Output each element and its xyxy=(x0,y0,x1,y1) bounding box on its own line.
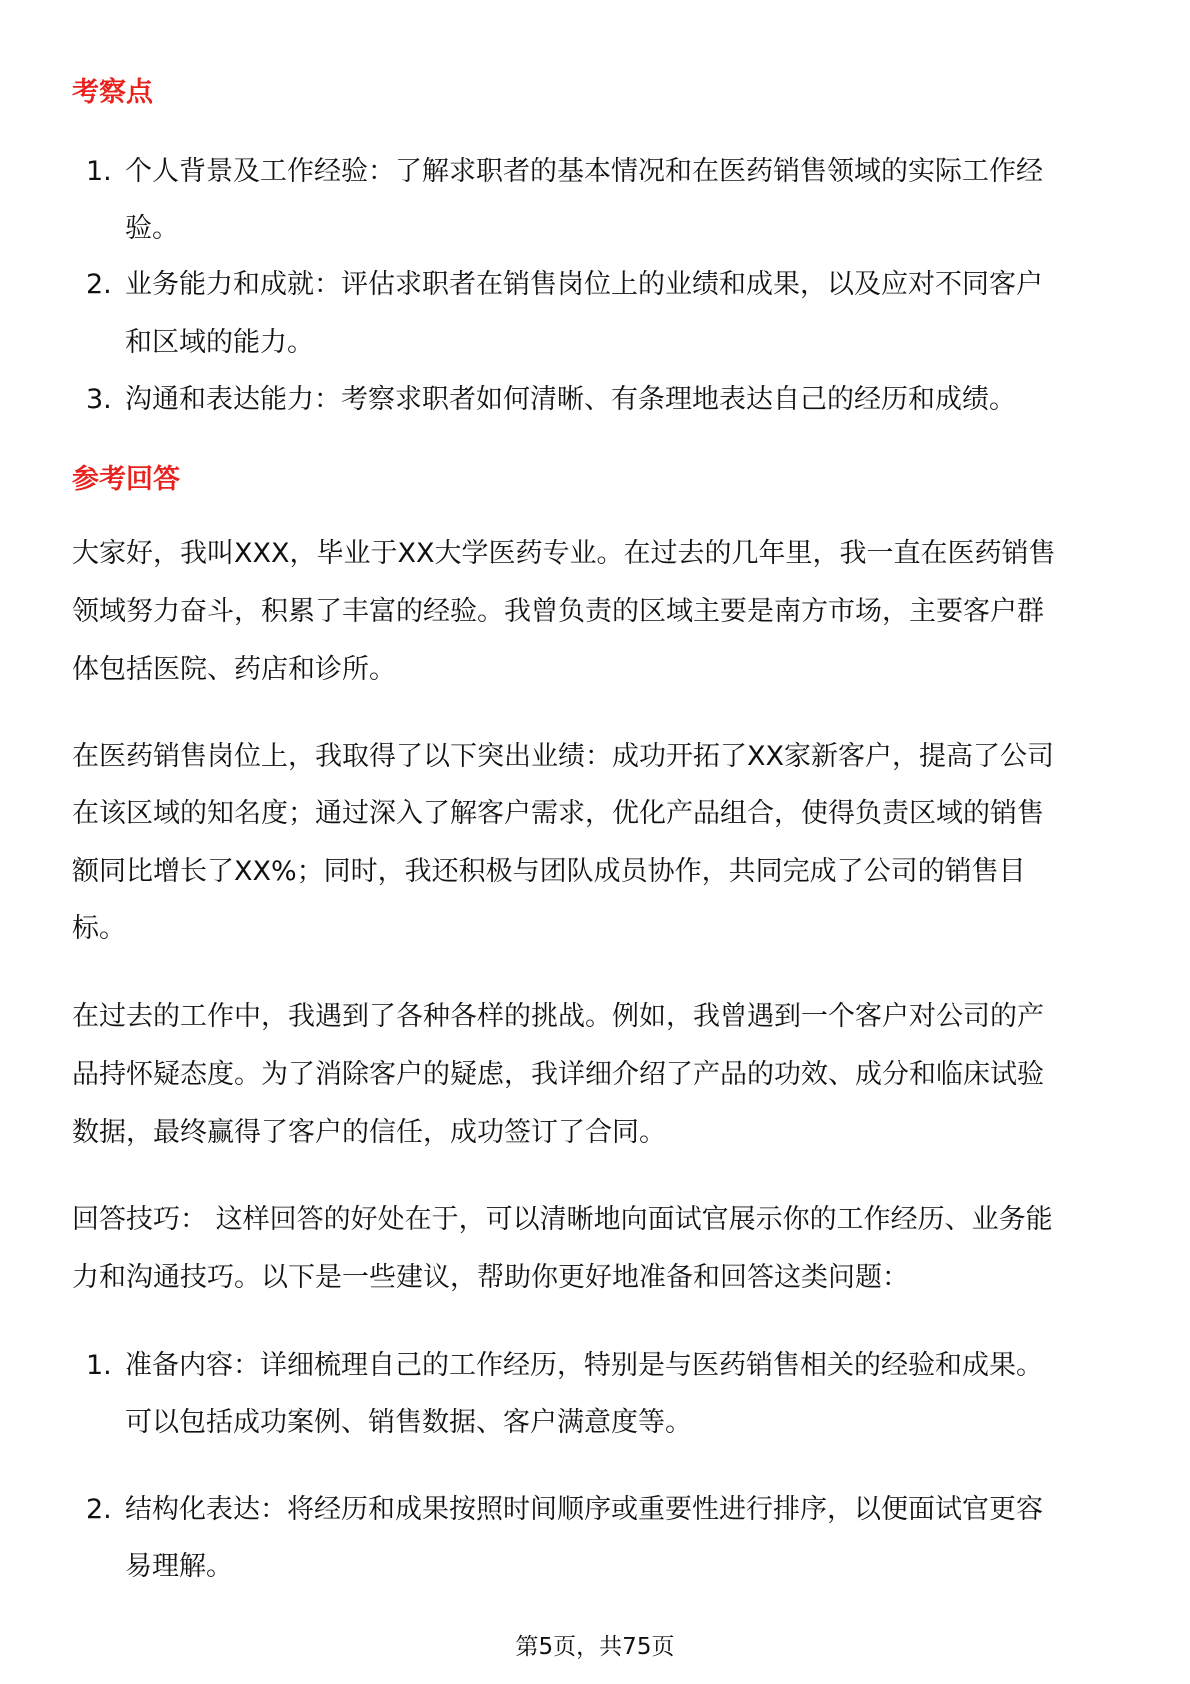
list-item-line: 沟通和表达能力：考察求职者如何清晰、有条理地表达自己的经历和成绩。 xyxy=(125,384,1016,415)
list-number: 2. xyxy=(86,1494,112,1525)
heading-reference-answer: 参考回答 xyxy=(72,464,180,495)
paragraph-line: 标。 xyxy=(72,913,126,944)
heading-exam-points: 考察点 xyxy=(72,77,153,108)
list-item-line: 验。 xyxy=(125,213,179,244)
list-number: 1. xyxy=(86,156,112,187)
paragraph-line: 在医药销售岗位上，我取得了以下突出业绩：成功开拓了XX家新客户，提高了公司 xyxy=(72,741,1054,772)
paragraph-line: 额同比增长了XX%；同时，我还积极与团队成员协作，共同完成了公司的销售目 xyxy=(72,856,1026,887)
list-item-line: 业务能力和成就：评估求职者在销售岗位上的业绩和成果，以及应对不同客户 xyxy=(125,269,1043,300)
list-item-line: 易理解。 xyxy=(125,1551,233,1582)
paragraph-line: 大家好，我叫XXX，毕业于XX大学医药专业。在过去的几年里，我一直在医药销售 xyxy=(72,538,1056,569)
paragraph-line: 体包括医院、药店和诊所。 xyxy=(72,654,396,685)
list-item-line: 可以包括成功案例、销售数据、客户满意度等。 xyxy=(125,1407,692,1438)
list-number: 3. xyxy=(86,384,112,415)
list-number: 1. xyxy=(86,1350,112,1381)
page-number: 第5页，共75页 xyxy=(515,1634,675,1660)
paragraph-line: 回答技巧： 这样回答的好处在于，可以清晰地向面试官展示你的工作经历、业务能 xyxy=(72,1204,1053,1235)
list-item-line: 准备内容：详细梳理自己的工作经历，特别是与医药销售相关的经验和成果。 xyxy=(125,1350,1043,1381)
paragraph-line: 力和沟通技巧。以下是一些建议，帮助你更好地准备和回答这类问题： xyxy=(72,1262,909,1293)
list-number: 2. xyxy=(86,269,112,300)
paragraph-line: 品持怀疑态度。为了消除客户的疑虑，我详细介绍了产品的功效、成分和临床试验 xyxy=(72,1059,1044,1090)
paragraph-line: 领域努力奋斗，积累了丰富的经验。我曾负责的区域主要是南方市场，主要客户群 xyxy=(72,596,1044,627)
list-item-line: 个人背景及工作经验：了解求职者的基本情况和在医药销售领域的实际工作经 xyxy=(125,156,1043,187)
paragraph-line: 在该区域的知名度；通过深入了解客户需求，优化产品组合，使得负责区域的销售 xyxy=(72,798,1044,829)
list-item-line: 和区域的能力。 xyxy=(125,327,314,358)
paragraph-line: 在过去的工作中，我遇到了各种各样的挑战。例如，我曾遇到一个客户对公司的产 xyxy=(72,1001,1044,1032)
paragraph-line: 数据，最终赢得了客户的信任，成功签订了合同。 xyxy=(72,1117,666,1148)
list-item-line: 结构化表达：将经历和成果按照时间顺序或重要性进行排序，以便面试官更容 xyxy=(125,1494,1043,1525)
